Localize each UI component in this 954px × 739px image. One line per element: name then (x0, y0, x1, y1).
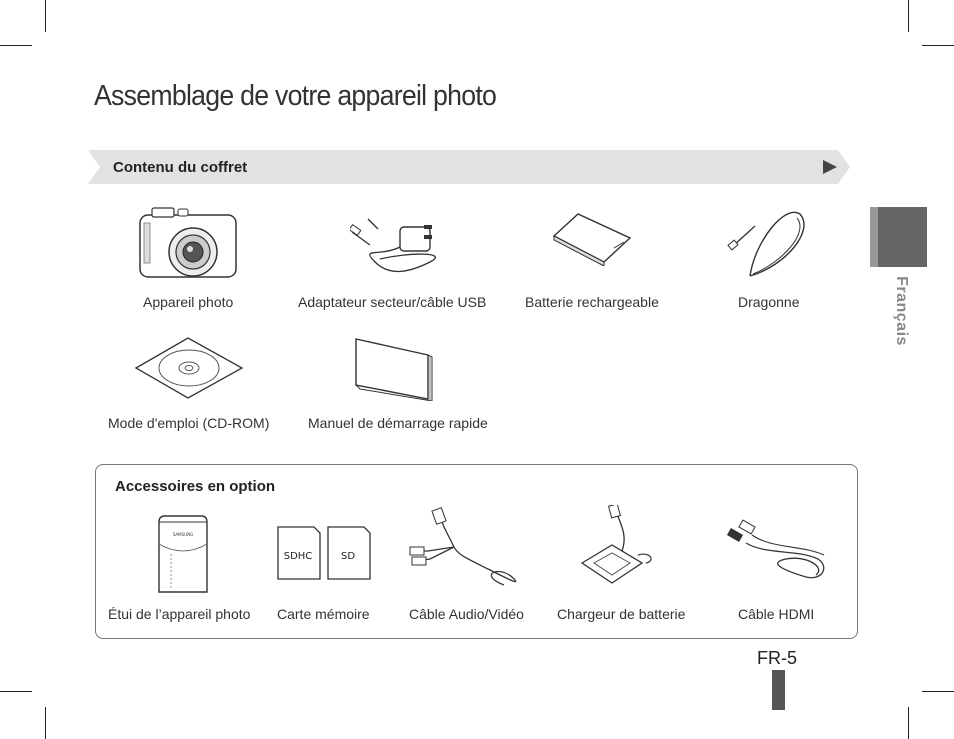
page-number-bar (772, 670, 785, 710)
optional-title: Accessoires en option (115, 478, 276, 495)
crop-mark (0, 691, 32, 692)
battery-charger-icon (580, 505, 660, 587)
language-tab (870, 207, 927, 267)
crop-mark (0, 45, 32, 46)
language-label: Français (892, 276, 910, 346)
item-label: Câble HDMI (738, 606, 815, 622)
card-label: SD (340, 551, 356, 562)
section-title: Contenu du coffret (113, 159, 248, 176)
memory-card-icon (276, 523, 376, 583)
cd-rom-icon (134, 336, 244, 400)
item-label: Batterie rechargeable (525, 294, 659, 310)
item-label: Câble Audio/Vidéo (409, 606, 524, 622)
crop-mark (45, 0, 46, 32)
item-label: Manuel de démarrage rapide (308, 415, 488, 431)
page-number: FR-5 (757, 648, 797, 668)
case-brand: SAMSUNG (172, 532, 194, 537)
item-label: Adaptateur secteur/câble USB (298, 294, 487, 310)
page-title: Assemblage de votre appareil photo (94, 80, 497, 112)
crop-mark (922, 691, 954, 692)
manual-icon (352, 337, 434, 401)
camera-case-icon (155, 514, 211, 596)
card-label: SDHC (283, 551, 313, 562)
crop-mark (45, 707, 46, 739)
item-label: Appareil photo (143, 294, 234, 310)
item-label: Mode d'emploi (CD-ROM) (108, 415, 270, 431)
item-label: Carte mémoire (277, 606, 370, 622)
camera-icon (138, 205, 240, 281)
item-label: Étui de l’appareil photo (108, 606, 251, 622)
item-label: Dragonne (738, 294, 800, 310)
ac-adapter-icon (350, 217, 438, 273)
crop-mark (908, 707, 909, 739)
strap-icon (725, 206, 815, 280)
av-cable-icon (408, 507, 528, 591)
hdmi-cable-icon (726, 519, 830, 585)
battery-icon (552, 210, 632, 266)
language-tab-accent (870, 207, 878, 267)
optional-accessories-box (95, 464, 858, 639)
item-label: Chargeur de batterie (557, 606, 686, 622)
crop-mark (908, 0, 909, 32)
section-header (88, 150, 850, 184)
crop-mark (922, 45, 954, 46)
